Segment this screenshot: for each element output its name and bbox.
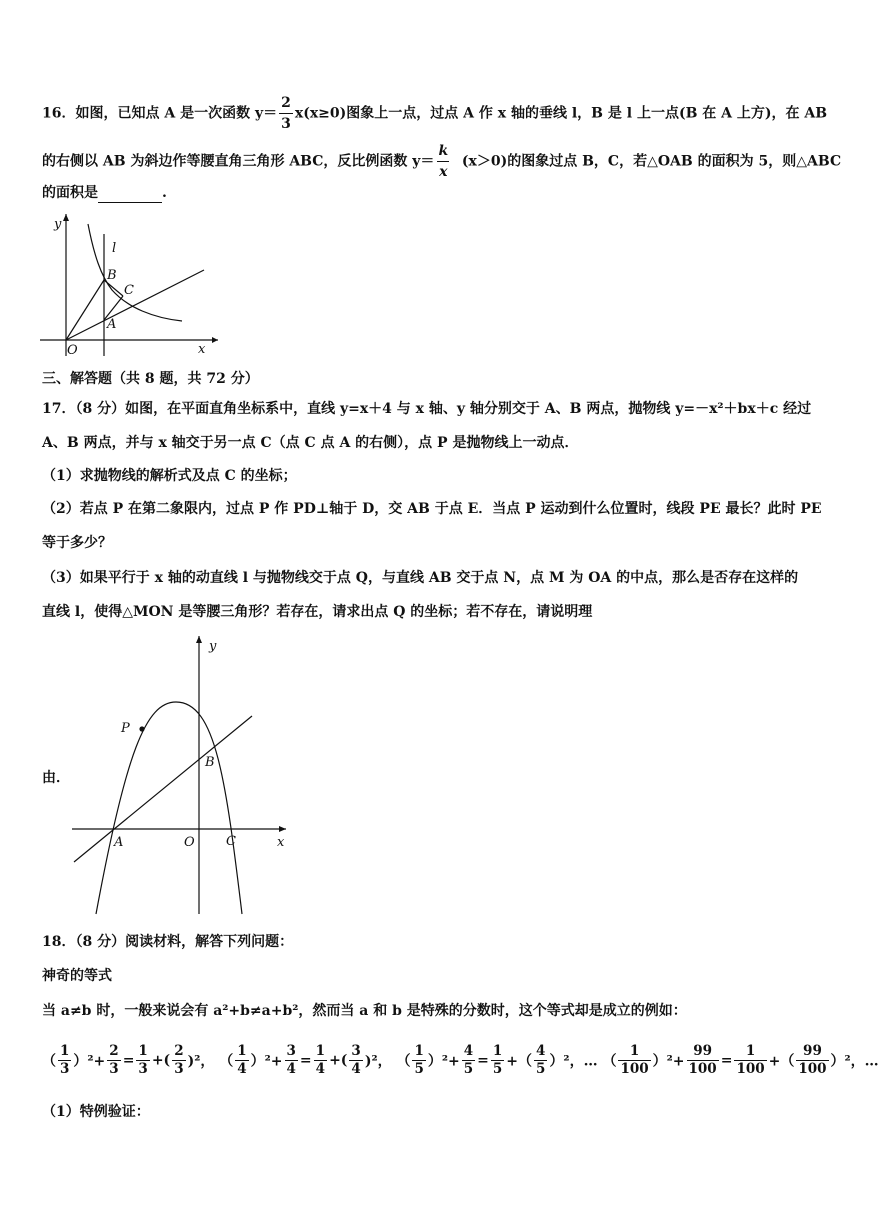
fraction: $\frac{1}{100}$	[620, 1043, 649, 1077]
label-P: P	[121, 721, 130, 736]
fraction: $\frac{2}{3}$	[109, 1043, 119, 1077]
fraction-k-over-x: $\frac{k}{x}$	[438, 143, 449, 180]
fraction: $\frac{1}{5}$	[492, 1043, 503, 1077]
q17-part-3c: 由．	[42, 770, 70, 786]
label-l: l	[112, 241, 117, 256]
fraction: $\frac{99}{100}$	[798, 1043, 827, 1077]
q16-line-1: 16．如图，已知点 A 是一次函数 y＝ $\frac{2}{3}$ x(x≥0)图象上一点，过点 A 作 x 轴的垂线 l，B 是 l 上一点(B 在 A 上方)，在 AB	[42, 95, 828, 132]
label-y: y	[54, 217, 62, 232]
label-O: O	[184, 835, 195, 850]
label-A: A	[114, 835, 124, 850]
q18-line-1: 18．（8 分）阅读材料，解答下列问题：	[42, 934, 294, 950]
q17-part-1: （1）求抛物线的解析式及点 C 的坐标；	[42, 468, 297, 484]
fraction: $\frac{99}{100}$	[688, 1043, 717, 1077]
label-y: y	[209, 639, 217, 654]
q17-part-2a: （2）若点 P 在第二象限内，过点 P 作 PD⊥轴于 D，交 AB 于点 E．当点 P 运动到什么位置时，线段 PE 最长？此时 PE	[42, 501, 822, 517]
frac: $\frac{1}{3}$	[60, 1043, 70, 1077]
q18-equation-row: （ $\frac{1}{3}$ ）²+ $\frac{2}{3}$ = $\frac{1}{3}$ +( $\frac{2}{3}$ )²， （ $\frac{1}{4}$ ）²+ $\frac{3}{4}$ = $\frac{1}{4}$ +( $\frac{3}{4}$ )²， （ $\frac{1}{5}$ ）²+ $\frac{4}{5}$ = $\frac{1}{5}$ +（ $\frac{4}{5}$ ）²，… （ $\frac{1}{100}$ ）²+ $\frac{99}{100}$ = $\frac{1}{100}$ +（ $\frac{99}{100}$ ）²，…	[42, 1043, 879, 1077]
q17-part-3a: （3）如果平行于 x 轴的动直线 l 与抛物线交于点 Q，与直线 AB 交于点 N，点 M 为 OA 的中点，那么是否存在这样的	[42, 570, 799, 586]
q16-line-3: 的面积是 .	[42, 185, 167, 201]
q17-line-2: A、B 两点，并与 x 轴交于另一点 C（点 C 点 A 的右侧），点 P 是抛物线上一动点．	[42, 435, 579, 451]
fraction: $\frac{1}{4}$	[315, 1043, 326, 1077]
q17-part-2b: 等于多少？	[42, 535, 112, 551]
label-B: B	[107, 268, 117, 283]
label-B: B	[205, 755, 215, 770]
fraction: $\frac{1}{3}$	[138, 1043, 148, 1077]
q16-line-2: 的右侧以 AB 为斜边作等腰直角三角形 ABC，反比例函数 y＝ $\frac{k}{x}$ (x＞0)的图象过点 B，C，若△OAB 的面积为 5，则△ABC	[42, 143, 842, 180]
fraction-two-thirds: $\frac{2}{3}$	[281, 95, 291, 132]
q17-figure	[66, 632, 296, 918]
answer-blank	[98, 188, 162, 203]
label-A: A	[107, 317, 117, 332]
q18-title: 神奇的等式	[42, 968, 112, 984]
section-title: 三、解答题（共 8 题，共 72 分）	[42, 371, 259, 387]
fraction: $\frac{3}{4}$	[351, 1043, 361, 1077]
fraction: $\frac{1}{4}$	[237, 1043, 247, 1077]
q17-line-1: 17．（8 分）如图，在平面直角坐标系中，直线 y=x＋4 与 x 轴、y 轴分别交于 A、B 两点，抛物线 y=－x²＋bx＋c 经过	[42, 401, 812, 417]
fraction: $\frac{3}{4}$	[286, 1043, 296, 1077]
fraction: $\frac{1}{5}$	[414, 1043, 424, 1077]
label-C: C	[226, 834, 236, 849]
q17-part-3b: 直线 l，使得△MON 是等腰三角形？若存在，请求出点 Q 的坐标；若不存在，请说明理	[42, 604, 593, 620]
fraction: $\frac{2}{3}$	[174, 1043, 184, 1077]
fraction: $\frac{4}{5}$	[463, 1043, 474, 1077]
label-O: O	[67, 343, 78, 358]
fraction: $\frac{4}{5}$	[536, 1043, 546, 1077]
label-x: x	[198, 342, 206, 357]
fraction: $\frac{1}{100}$	[736, 1043, 765, 1077]
label-x: x	[277, 835, 285, 850]
label-C: C	[124, 283, 134, 298]
q18-line-3: 当 a≠b 时，一般来说会有 a²+b≠a+b²，然而当 a 和 b 是特殊的分数时，这个等式却是成立的例如：	[42, 1003, 687, 1019]
q18-part-1: （1）特例验证：	[42, 1104, 150, 1120]
q16-figure	[36, 210, 226, 360]
